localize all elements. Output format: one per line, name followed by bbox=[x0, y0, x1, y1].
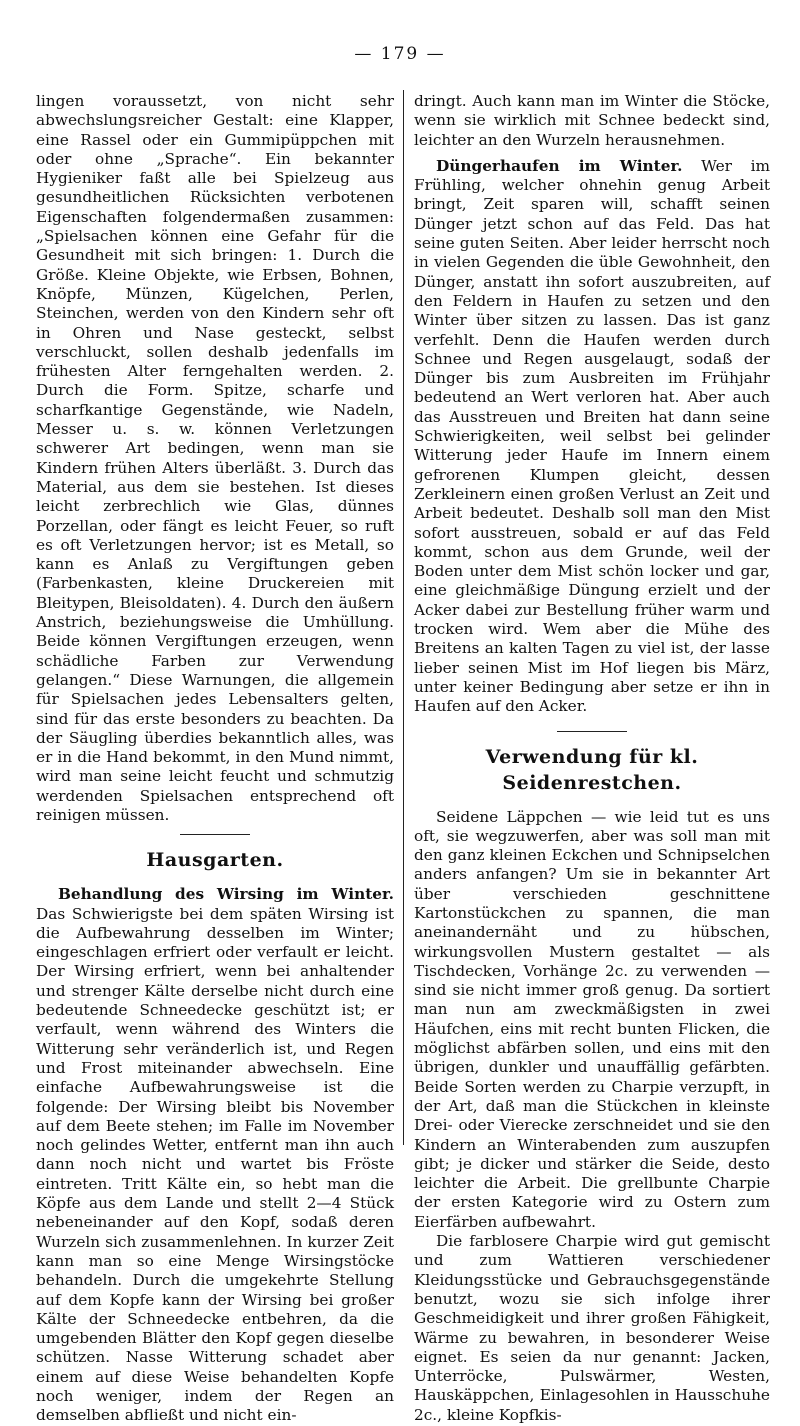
section-heading-seidenrestchen: Verwendung für kl. Seidenrestchen. bbox=[485, 745, 699, 794]
article-wirsing bbox=[36, 885, 394, 1425]
column-divider bbox=[403, 90, 404, 1145]
article-duengerhaufen bbox=[414, 157, 770, 717]
paragraph-continued: lingen voraussetzt, von nicht sehr abwechslungsreicher Gestalt: eine Klapper, eine Rassel oder ein Gummipüppchen mit oder ohne „Sprache“. Ein bekannter Hygieniker faßt alle bei Spielzeug aus gesundheitlichen Rücksichten verbotenen Eigenschaften folgendermaßen zusammen: „Spielsachen können eine Gefahr für die Gesundheit mit sich bringen: 1. Durch die Größe. Kleine Objekte, wie Erbsen, Bohnen, Knöpfe, Münzen, Kügelchen, Perlen, Steinchen, werden von den Kindern sehr oft in Ohren und Nase gesteckt, selbst verschluckt, sollen deshalb jedenfalls im frühesten Alter ferngehalten werden. 2. Durch die Form. Spitze, scharfe und scharfkantige Gegenstände, wie Nadeln, Messer u. s. w. können Verletzungen schwerer Art bedingen, wenn man sie Kindern frühen Alters überläßt. 3. Durch das Material, aus dem sie bestehen. Ist dieses leicht zerbrechlich wie Glas, dünnes Porzellan, oder fängt es leicht Feuer, so ruft es oft Verletzungen hervor; ist es Metall, so kann es Anlaß zu Vergiftungen geben (Farbenkasten, kleine Druckereien mit Bleitypen, Bleisoldaten). 4. Durch den äußern Anstrich, beziehungsweise die Umhüllung. Beide können Vergiftungen erzeugen, wenn schädliche Farben zur Verwendung gelangen.“ Diese Warnungen, die allgemein für Spielsachen jedes Lebensalters gelten, sind für das erste besonders zu beachten. Da der Säugling überdies bekanntlich alles, was er in die Hand bekommt, in den Mund nimmt, wird man seine leicht feucht und schmutzig werdenden Spielsachen entsprechend oft reinigen müssen. bbox=[36, 92, 394, 824]
right-column bbox=[414, 92, 770, 1425]
paragraph: Seidene Läppchen — wie leid tut es uns oft, sie wegzuwerfen, aber was soll man mit den ganz kleinen Eckchen und Schnipselchen anders anfangen? Um sie in bekannter Art über verschieden geschnittene Kartonstückchen zu spannen, die man aneinandernäht und zu hübschen, wirkungsvollen Mustern gestaltet — als Tischdecken, Vorhänge 2c. zu verwenden — sind sie nicht immer groß genug. Da sortiert man nun am zweckmäßigsten in zwei Häufchen, eins mit recht bunten Flicken, die möglichst abfärben sollen, und eins mit den übrigen, dunkler und unauffällig gefärbten. Beide Sorten werden zu Charpie verzupft, in der Art, daß man die Stückchen in kleinste Drei- oder Vierecke zerschneidet und sie den Kindern an Winterabenden zum auszupfen gibt; je dicker und stärker die Seide, desto leichter die Arbeit. Die grellbunte Charpie der ersten Kategorie wird zu Ostern zum Eierfärben aufbewahrt. bbox=[414, 807, 770, 1231]
article-title: Düngerhaufen im Winter. bbox=[436, 156, 683, 175]
page-number: — 179 — bbox=[354, 44, 446, 64]
article-text: Das Schwierigste bei dem späten Wirsing ist die Aufbewahrung desselben im Winter; eingeschlagen erfriert oder verfault er leicht. Der Wirsing erfriert, wenn bei anhaltender und strenger Kälte derselbe nicht durch eine bedeutende Schneedecke geschützt ist; er verfault, wenn während des Winters die Witterung sehr veränderlich ist, und Regen und Frost miteinander abwechseln. Eine einfache Aufbewahrungsweise ist die folgende: Der Wirsing bleibt bis November auf dem Beete stehen; im Falle im November noch gelindes Wetter, entfernt man ihn auch dann noch nicht und wartet bis Fröste eintreten. Tritt Kälte ein, so hebt man die Köpfe aus dem Lande und stellt 2—4 Stück nebeneinander auf den Kopf, sodaß deren Wurzeln sich zusammenlehnen. In kurzer Zeit kann man so eine Menge Wirsingstöcke behandeln. Durch die umgekehrte Stellung auf dem Kopfe kann der Wirsing bei großer Kälte der Schneedecke entbehren, da die umgebenden Blätter den Kopf gegen dieselbe schützen. Nasse Witterung schadet aber einem auf diese Weise behandelten Kopfe noch weniger, indem der Regen an demselben abfließt und nicht ein- bbox=[36, 904, 394, 1425]
section-divider bbox=[180, 834, 250, 835]
section-divider bbox=[557, 731, 627, 732]
paragraph-continued: dringt. Auch kann man im Winter die Stöcke, wenn sie wirklich mit Schnee bedeckt sind, leichter an den Wurzeln herausnehmen. bbox=[414, 92, 770, 149]
article-text: Wer im Frühling, welcher ohnehin genug Arbeit bringt, Zeit sparen will, schafft seinen Dünger jetzt schon auf das Feld. Das hat seine guten Seiten. Aber leider herrscht noch in vielen Gegenden die üble Gewohnheit, den Dünger, anstatt ihn sofort auszubreiten, auf den Feldern in Haufen zu setzen und den Winter über sitzen zu lassen. Das ist ganz verfehlt. Denn die Haufen werden durch Schnee und Regen ausgelaugt, sodaß der Dünger bis zum Ausbreiten im Frühjahr bedeutend an Wert verloren hat. Aber auch das Ausstreuen und Breiten hat dann seine Schwierigkeiten, weil selbst bei gelinder Witterung jeder Haufe im Innern einem gefrorenen Klumpen gleicht, dessen Zerkleinern einen großen Verlust an Zeit und Arbeit bedeutet. Deshalb soll man den Mist sofort ausstreuen, sobald er auf das Feld kommt, schon aus dem Grunde, weil der Boden unter dem Mist schön locker und gar, eine gleichmäßige Düngung erzielt und der Acker dabei zur Bestellung früher warm und trocken wird. Wem aber die Mühe des Breitens an kalten Tagen zu viel ist, der lasse lieber seinen Mist im Hof liegen bis März, unter keiner Bedingung aber setze er ihn in Haufen auf den Acker. bbox=[414, 156, 770, 716]
article-title: Behandlung des Wirsing im Winter. bbox=[58, 885, 394, 904]
section-heading-hausgarten: Hausgarten. bbox=[146, 849, 284, 872]
left-column bbox=[36, 92, 394, 1426]
paragraph: Die farblosere Charpie wird gut gemischt und zum Wattieren verschiedener Kleidungsstücke und Gebrauchsgegenstände benutzt, wozu sie sich infolge ihrer Geschmeidigkeit und ihrer großen Fähigkeit, Wärme zu bewahren, in besonderer Weise eignet. Es seien da nur genannt: Jacken, Unterröcke, Pulswärmer, Westen, Hauskäppchen, Einlagesohlen in Hausschuhe 2c., kleine Kopfkis- bbox=[414, 1232, 770, 1424]
